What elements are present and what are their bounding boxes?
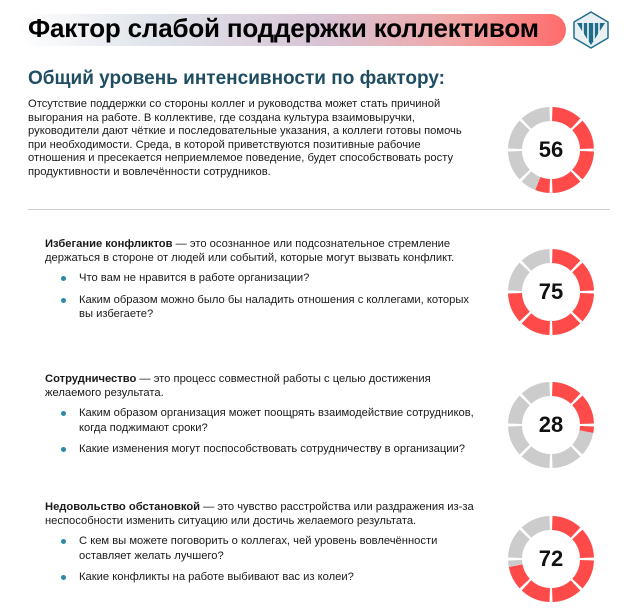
factor-definition: — это осознанное или подсознательное стремление держаться в стороне от людей или событий, которые могут вызвать конфликт.	[45, 238, 455, 265]
factor-cooperation	[45, 372, 475, 463]
overall-description: Отсутствие поддержки со стороны коллег и руководства может стать причиной выгорания на работе. В коллективе, где создана культура взаимовыручки, руководители дают чёткие и последовательные указания, а коллеги готовы помочь при необходимости. Среда, в которой приветствуются позитивные рабочие отношения и пресекается неприемлемое поведение, будет способствовать росту продуктивности и вовлечённости сотрудников.	[28, 98, 462, 178]
page-title: Фактор слабой поддержки коллективом	[28, 13, 539, 43]
factor-description	[45, 500, 475, 528]
factor-term: Недовольство обстановкой	[45, 501, 201, 513]
section-divider	[28, 209, 610, 210]
question-item: Какие конфликты на работе выбивают вас из колеи?	[45, 570, 475, 584]
overall-score-donut	[506, 105, 596, 195]
factor-score-donut	[506, 380, 596, 470]
factor-environment-dissatisfaction	[45, 500, 475, 591]
factor-term: Избегание конфликтов	[45, 238, 173, 250]
factor-score-donut	[506, 247, 596, 337]
question-item: Какие изменения могут поспособствовать сотрудничеству в организации?	[45, 442, 475, 456]
factor-score-value: 72	[538, 546, 564, 571]
factor-definition: — это процесс совместной работы с целью достижения желаемого результата.	[45, 373, 431, 400]
factor-score-donut	[506, 514, 596, 604]
section-title: Общий уровень интенсивности по фактору:	[28, 68, 445, 89]
question-item: Каким образом организация может поощрять взаимодействие сотрудников, когда поджимают сроки?	[45, 406, 475, 434]
question-list	[45, 271, 475, 321]
factor-score-value: 75	[538, 279, 564, 304]
question-item: С кем вы можете поговорить о коллегах, чей уровень вовлечённости оставляет желать лучшего?	[45, 534, 475, 562]
question-list	[45, 534, 475, 584]
factor-description	[45, 237, 475, 265]
overall-score-value: 56	[538, 137, 564, 162]
question-list	[45, 406, 475, 456]
question-item: Каким образом можно было бы наладить отношения с коллегами, которых вы избегаете?	[45, 293, 475, 321]
factor-term: Сотрудничество	[45, 373, 137, 385]
question-item: Что вам не нравится в работе организации?	[45, 271, 475, 285]
cube-logo-icon	[572, 10, 610, 50]
factor-description	[45, 372, 475, 400]
factor-conflict-avoidance	[45, 237, 475, 328]
factor-definition: — это чувство расстройства или раздражения из-за неспособности изменить ситуацию или достичь желаемого результата.	[45, 501, 474, 528]
factor-score-value: 28	[538, 412, 564, 437]
